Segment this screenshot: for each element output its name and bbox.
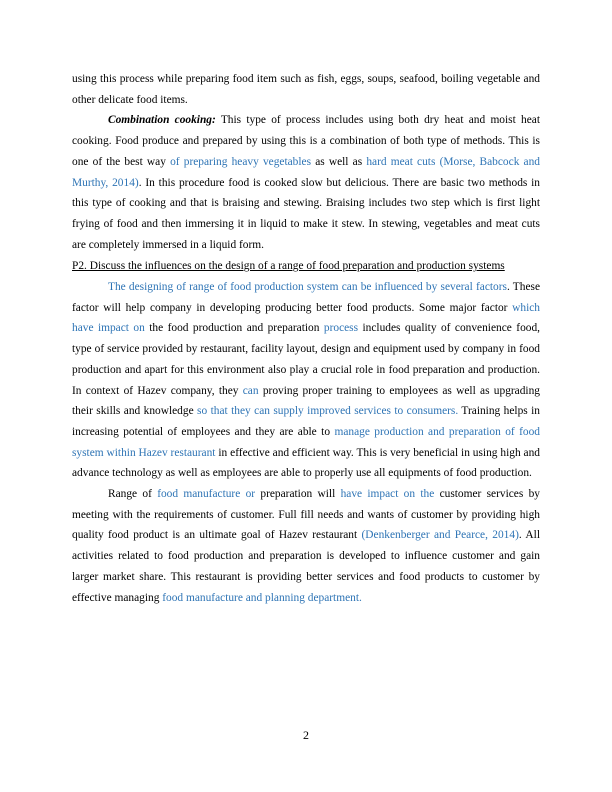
highlighted-text: food manufacture or [157, 488, 256, 501]
text-run: the food production and preparation [144, 322, 324, 335]
highlighted-text: have impact on the [340, 488, 435, 501]
highlighted-text: of preparing heavy vegetables [170, 155, 312, 168]
highlighted-text: can [242, 384, 259, 397]
paragraph-combination-cooking [72, 110, 540, 255]
highlighted-text: which have impact on [72, 301, 540, 335]
highlighted-text: The designing of range of food production system can be influenced by several factors [108, 281, 507, 294]
page-number: 2 [303, 728, 309, 742]
text-run: as well as [311, 155, 367, 168]
text-run: This type of process includes using both dry heat and moist heat cooking. Food produce and prepared by using this is a combination of both type of methods. This is one of the best way [72, 114, 540, 168]
text-run: Training helps in increasing potential of employees and they are able to [72, 405, 540, 438]
term-combination-cooking: Combination cooking: [108, 114, 216, 127]
citation: (Denkenberger and Pearce, 2014) [361, 529, 519, 542]
text-run: customer services by meeting with the requirements of customer. Full fill needs and wants of customer by providing high quality food product is an ultimate goal of Hazev restaurant [72, 488, 540, 542]
text-run: . All activities related to food production and preparation is developed to influence customer and gain larger market share. This restaurant is providing better services and food products to customer by effective managing [72, 529, 540, 604]
paragraph-range-of-food [72, 484, 540, 608]
citation: (Morse, Babcock and Murthy, 2014) [72, 155, 541, 189]
text-run: proving proper training to employees as well as upgrading their skills and knowledge [72, 384, 540, 418]
paragraph-cooking-methods-end: using this process while preparing food item such as fish, eggs, soups, seafood, boiling vegetable and other delicate food items. [72, 73, 540, 106]
text-run: in effective and efficient way. This is very beneficial in using high and advance technology as well as employees are able to properly use all equipments of food production. [72, 446, 540, 480]
text-run: preparation will [255, 488, 341, 501]
paragraph-design-influences [72, 277, 540, 484]
text-run: includes quality of convenience food, type of service provided by restaurant, facility layout, design and equipment used by company in food production and apart for this environment also play a crucial role in food preparation and production. In context of Hazev company, they [72, 322, 540, 397]
highlighted-text: food manufacture and planning department. [162, 591, 362, 604]
text-run: Range of [108, 488, 158, 501]
highlighted-text: manage production and preparation of food system within Hazev restaurant [72, 425, 541, 459]
page-content [72, 69, 540, 608]
text-run: . These factor will help company in developing producing better food products. Some major factor [72, 281, 541, 314]
section-heading-p2: P2. Discuss the influences on the design of a range of food preparation and production systems [72, 260, 505, 273]
highlighted-text: so that they can supply improved services to consumers. [197, 405, 459, 418]
highlighted-text: process [323, 322, 359, 335]
highlighted-text: hard meat cuts [366, 155, 436, 168]
text-run: . In this procedure food is cooked slow but delicious. There are basic two methods in this type of cooking and that is braising and stewing. Braising includes two step which is first light frying of food and then immersing it in liquid to make it stew. In stewing, vegetables and meat cuts are completely immersed in a liquid form. [72, 176, 540, 251]
